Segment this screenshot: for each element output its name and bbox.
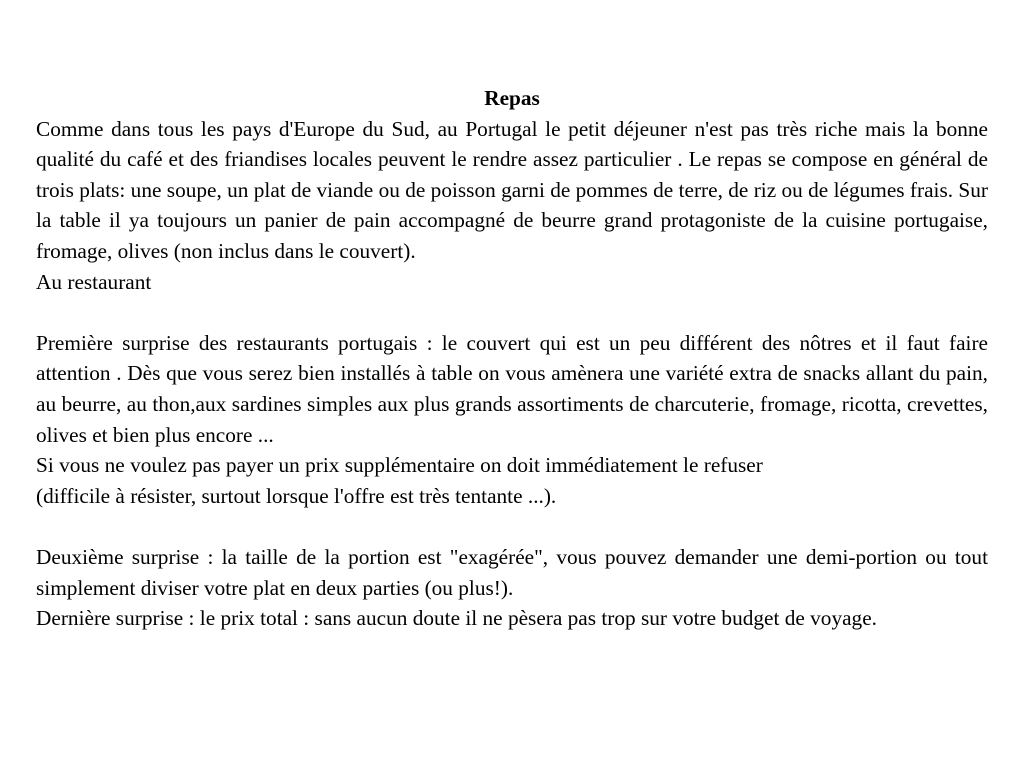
second-surprise-paragraph: Deuxième surprise : la taille de la portion est "exagérée", vous pouvez demander une demi-portion ou tout simplement diviser votre plat en deux parties (ou plus!). [36, 544, 988, 600]
refusal-line-1: Si vous ne voulez pas payer un prix supplémentaire on doit immédiatement le refuser [36, 453, 763, 478]
blank-line [36, 297, 988, 328]
last-surprise-paragraph: Dernière surprise : le prix total : sans aucun doute il ne pèsera pas trop sur votre budget de voyage. [36, 606, 877, 631]
document-page [36, 83, 988, 634]
document-title: Repas [484, 86, 540, 110]
section-heading: Au restaurant [36, 269, 152, 294]
intro-paragraph: Comme dans tous les pays d'Europe du Sud, au Portugal le petit déjeuner n'est pas très riche mais la bonne qualité du café et des friandises locales peuvent le rendre assez particulier . Le repas se compose en général de trois plats: une soupe, un plat de viande ou de poisson garni de pommes de terre, de riz ou de légumes frais. Sur la table il ya toujours un panier de pain accompagné de beurre grand protagoniste de la cuisine portugaise, fromage, olives (non inclus dans le couvert). [36, 116, 988, 263]
blank-line [36, 511, 988, 542]
first-surprise-paragraph: Première surprise des restaurants portugais : le couvert qui est un peu différent des nôtres et il faut faire attention . Dès que vous serez bien installés à table on vous amènera une variété extra de snacks allant du pain, au beurre, au thon,aux sardines simples aux plus grands assortiments de charcuterie, fromage, ricotta, crevettes, olives et bien plus encore ... [36, 330, 988, 447]
refusal-line-2: (difficile à résister, surtout lorsque l'offre est très tentante ...). [36, 483, 557, 508]
